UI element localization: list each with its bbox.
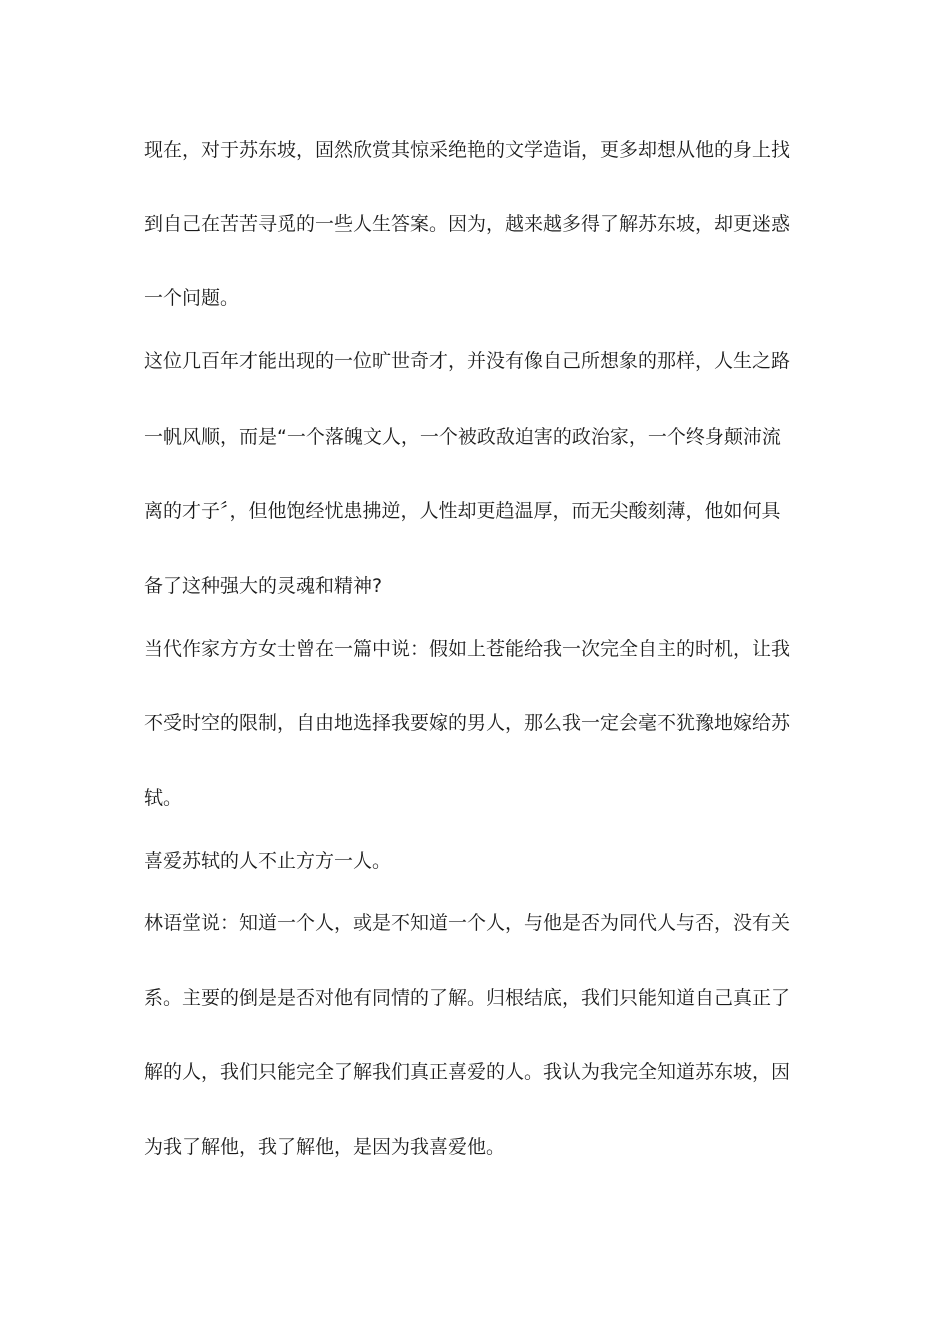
text-line: 到自己在苦苦寻觅的一些人生答案。因为，越来越多得了解苏东坡，却更迷惑 <box>144 213 791 235</box>
text-line: 备了这种强大的灵魂和精神? <box>144 575 383 597</box>
text-line: 一帆风顺，而是“一个落魄文人，一个被政敌迫害的政治家，一个终身颠沛流 <box>144 426 781 448</box>
text-line: 为我了解他，我了解他，是因为我喜爱他。 <box>144 1136 506 1158</box>
text-line: 系。主要的倒是是否对他有同情的了解。归根结底，我们只能知道自己真正了 <box>144 987 791 1009</box>
text-line: 不受时空的限制，自由地选择我要嫁的男人，那么我一定会毫不犹豫地嫁给苏 <box>144 712 791 734</box>
text-line: 一个问题。 <box>144 287 240 309</box>
text-line: 喜爱苏轼的人不止方方一人。 <box>144 850 392 872</box>
text-line: 离的才子〞，但他饱经忧患拂逆，人性却更趋温厚，而无尖酸刻薄，他如何具 <box>144 500 781 522</box>
text-line: 当代作家方方女士曾在一篇中说：假如上苍能给我一次完全自主的时机，让我 <box>144 638 791 660</box>
text-line: 这位几百年才能出现的一位旷世奇才，并没有像自己所想象的那样，人生之路 <box>144 350 791 372</box>
text-line: 林语堂说：知道一个人，或是不知道一个人，与他是否为同代人与否，没有关 <box>144 912 791 934</box>
text-line: 现在，对于苏东坡，固然欣赏其惊采绝艳的文学造诣，更多却想从他的身上找 <box>144 139 791 161</box>
text-line: 解的人，我们只能完全了解我们真正喜爱的人。我认为我完全知道苏东坡，因 <box>144 1061 791 1083</box>
text-line: 轼。 <box>144 787 183 809</box>
